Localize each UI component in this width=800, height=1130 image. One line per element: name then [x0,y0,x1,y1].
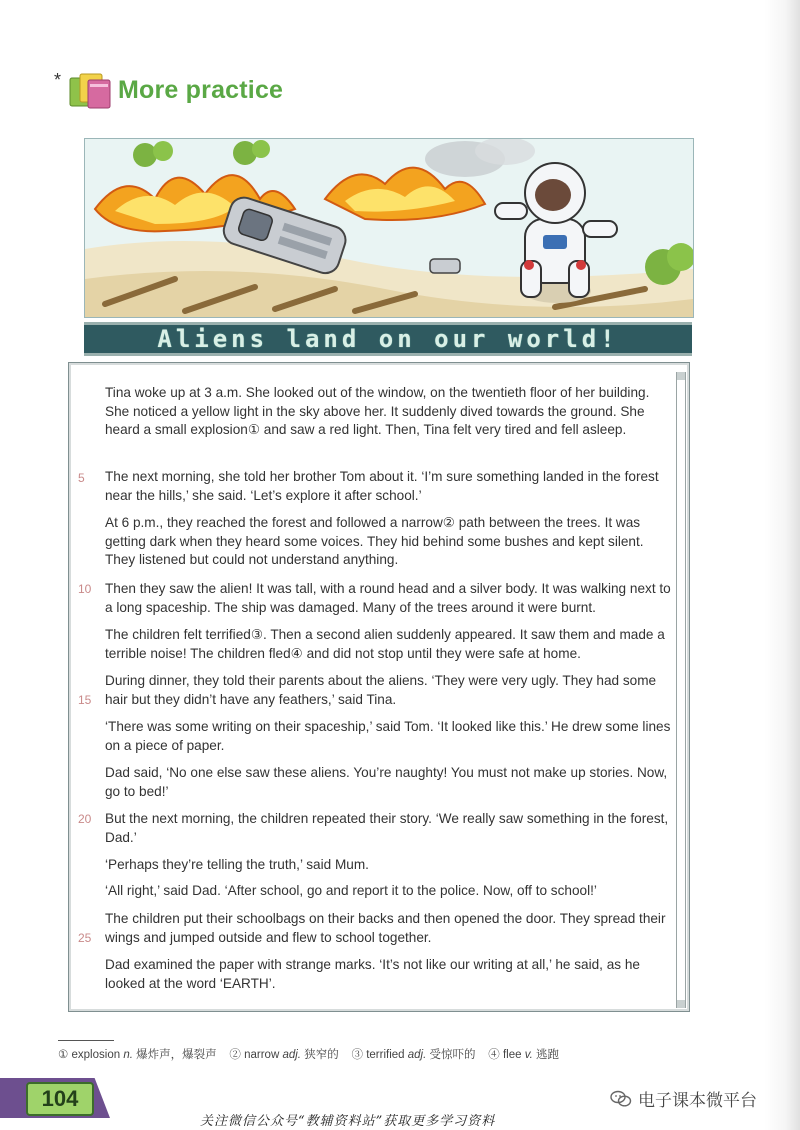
paragraph-5: The children felt terrified③. Then a second alien suddenly appeared. It saw them and made a terrible noise! The children fled④ and did not stop until they were safe at home. [105,627,665,661]
paragraph-10: ‘Perhaps they’re telling the truth,’ said Mum. [105,857,369,872]
line-number-10: 10 [78,582,92,596]
watermark [610,1086,757,1111]
paragraph-4: Then they saw the alien! It was tall, with a round head and a silver body. It was walking next to a long spaceship. The ship was damaged. Many of the trees around it were burnt. [105,581,671,615]
watermark-text: 电子课本微平台 [638,1091,757,1111]
paragraph-9: But the next morning, the children repeated their story. ‘We really saw something in the forest, Dad.’ [105,811,669,845]
footnote-3: ③ terrified adj. 受惊吓的 [351,1049,476,1061]
footnote-4: ④ flee v. 逃跑 [488,1049,560,1061]
footnote-rule [58,1040,114,1041]
line-number-15: 15 [78,693,92,707]
paragraph-2: The next morning, she told her brother Tom about it. ‘I’m sure something landed in the forest near the hills,’ she said. ‘Let’s explore it after school.’ [105,469,659,503]
footnotes [58,1046,559,1062]
headline-text: Aliens land on our world! [157,325,619,353]
paragraph-6: During dinner, they told their parents about the aliens. ‘They were very ugly. They had some hair but they didn’t have any feathers,’ said Tina. [105,673,657,707]
footnote-1: ① explosion n. 爆炸声，爆裂声 [58,1049,217,1061]
scrollbar-top-cap [677,372,685,380]
paragraph-13: Dad examined the paper with strange marks. ‘It’s not like our writing at all,’ he said, as he looked at the word ‘EARTH’. [105,957,640,991]
section-title: More practice [118,76,284,104]
wechat-icon [610,1090,632,1108]
books-icon [66,70,116,110]
paragraph-7: ‘There was some writing on their spaceship,’ said Tom. ‘It looked like this.’ He drew some lines on a piece of paper. [105,719,671,753]
line-number-5: 5 [78,471,85,485]
paragraph-12: The children put their schoolbags on their backs and then opened the door. They spread their wings and jumped outside and flew to school together. [105,911,666,945]
bottom-note: 关注微信公众号“教辅资料站”获取更多学习资料 [200,1114,496,1129]
headline-banner [84,322,692,356]
page-edge-shadow [764,0,800,1130]
paragraph-1: Tina woke up at 3 a.m. She looked out of the window, on the twentieth floor of her building. She noticed a yellow light in the sky above her. It suddenly dived towards the ground. She heard a small explosion① and saw a red light. Then, Tina felt very tired and fell asleep. [105,385,650,437]
page-number: 104 [26,1082,94,1116]
line-number-25: 25 [78,931,92,945]
scrollbar-bottom-cap [677,1000,685,1008]
line-number-20: 20 [78,812,92,826]
article-scrollbar[interactable] [676,372,686,1008]
paragraph-3: At 6 p.m., they reached the forest and followed a narrow② path between the trees. It was getting dark when they heard some voices. They hid behind some bushes and kept silent. They listened but could not understand anything. [105,515,644,567]
footnote-2: ② narrow adj. 狭窄的 [229,1049,339,1061]
paragraph-8: Dad said, ‘No one else saw these aliens. You’re naughty! You must not make up stories. Now, go to bed!’ [105,765,668,799]
optional-asterisk: * [54,70,62,90]
alien-landing-illustration [84,138,694,318]
paragraph-11: ‘All right,’ said Dad. ‘After school, go and report it to the police. Now, off to school!’ [105,883,597,898]
